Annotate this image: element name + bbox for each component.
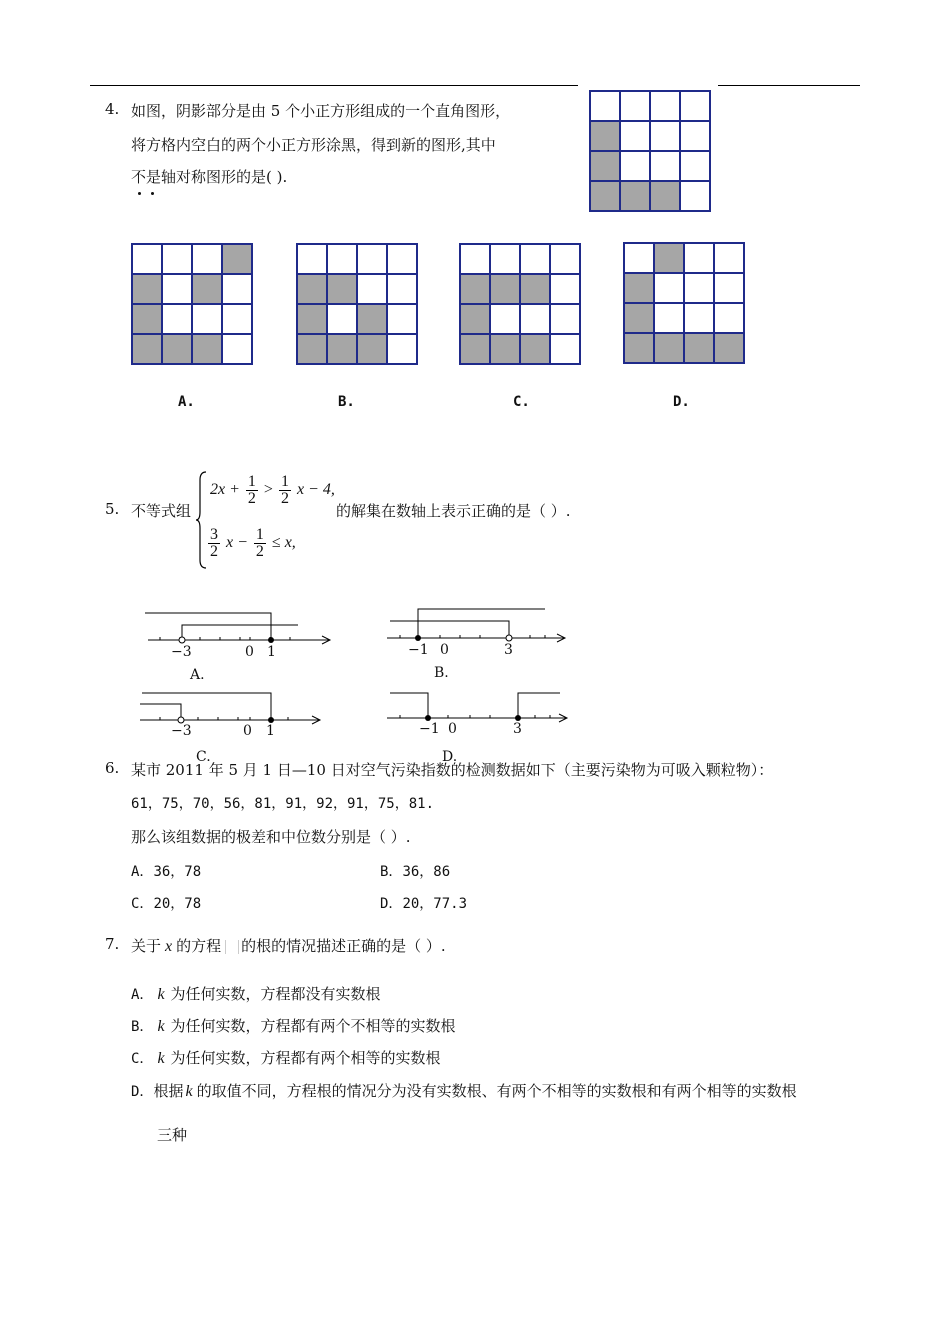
grid-cell-empty (222, 274, 252, 304)
grid-cell-shaded (162, 334, 192, 364)
q5-a-tick-3: 1 (267, 644, 276, 660)
q5-ineq1-b: x − 4, (296, 481, 335, 499)
q6-option-a: A．36，78 (131, 864, 202, 880)
grid-cell-shaded (460, 274, 490, 304)
q5-c-tick-3: 1 (266, 723, 275, 739)
grid-cell-shaded (357, 334, 387, 364)
q5-ineq1-frac2: $\frac{1}{2}$ (280, 473, 289, 507)
q6-line-1: 某市 2011 年 5 月 1 日—10 日对空气污染指数的检测数据如下（主要污染物为可吸入颗粒物）： (131, 761, 774, 779)
grid-cell-empty (192, 304, 222, 334)
grid-cell-empty (132, 244, 162, 274)
q4-main-grid (589, 90, 711, 212)
grid-cell-shaded (590, 121, 620, 151)
grid-cell-shaded (357, 304, 387, 334)
grid-cell-shaded (520, 334, 550, 364)
grid-cell-empty (357, 274, 387, 304)
grid-cell-empty (327, 244, 357, 274)
q7-option-d: D．根据 k 的取值不同，方程根的情况分为没有实数根、有两个不相等的实数根和有两个相等的实数根 (131, 1082, 797, 1100)
q4-option-c-label: C. (513, 394, 530, 410)
q5-c-tick-2: 0 (243, 723, 252, 739)
q7-number: 7. (105, 935, 120, 953)
grid-cell-empty (357, 244, 387, 274)
equation-placeholder (225, 940, 239, 954)
q4-option-d-grid (623, 242, 745, 364)
grid-cell-empty (550, 274, 580, 304)
q5-number-line-a (140, 605, 340, 665)
emphasis-dot (151, 192, 154, 195)
q5-number-line-c (138, 688, 328, 738)
grid-cell-empty (650, 91, 680, 121)
q5-ineq1-a: 2x + (210, 481, 240, 499)
q6-data-line: 61，75，70，56，81，91，92，91，75，81. (131, 796, 435, 812)
header-rule-left (90, 85, 578, 86)
q5-ineq2-frac2: $\frac{1}{2}$ (255, 526, 264, 560)
grid-cell-shaded (624, 333, 654, 363)
q5-inequality-1 (210, 474, 335, 507)
grid-cell-shaded (327, 334, 357, 364)
q5-inequality-2 (206, 527, 296, 560)
grid-cell-empty (654, 303, 684, 333)
grid-cell-shaded (297, 304, 327, 334)
grid-cell-empty (297, 244, 327, 274)
grid-cell-empty (714, 273, 744, 303)
q5-ineq1-frac1: $\frac{1}{2}$ (247, 473, 256, 507)
q5-d-tick-3: 3 (513, 721, 522, 737)
q7-var-x: x (165, 938, 173, 955)
q4-line-3: 不是轴对称图形的是( ). (131, 168, 288, 186)
grid-cell-shaded (624, 273, 654, 303)
q5-prefix: 不等式组 (131, 502, 192, 520)
grid-cell-shaded (192, 274, 222, 304)
q7-option-a: A． k 为任何实数，方程都没有实数根 (131, 985, 381, 1003)
grid-cell-shaded (650, 181, 680, 211)
q6-option-c: C．20，78 (131, 896, 202, 912)
grid-cell-empty (650, 151, 680, 181)
grid-cell-shaded (684, 333, 714, 363)
q6-question: 那么该组数据的极差和中位数分别是（ ）. (131, 828, 411, 846)
q5-d-tick-1: −1 (419, 721, 440, 737)
grid-cell-empty (327, 304, 357, 334)
grid-cell-empty (620, 121, 650, 151)
grid-cell-empty (590, 91, 620, 121)
grid-cell-empty (387, 274, 417, 304)
grid-cell-empty (192, 244, 222, 274)
q5-b-tick-1: −1 (408, 642, 429, 658)
grid-cell-empty (714, 243, 744, 273)
grid-cell-shaded (297, 274, 327, 304)
grid-cell-empty (550, 244, 580, 274)
q5-number-line-d (385, 688, 575, 738)
grid-cell-empty (222, 304, 252, 334)
q4-option-b-grid (296, 243, 418, 365)
q5-d-tick-2: 0 (448, 721, 457, 737)
q5-c-tick-1: −3 (171, 723, 192, 739)
grid-cell-empty (162, 244, 192, 274)
grid-cell-shaded (490, 334, 520, 364)
grid-cell-shaded (490, 274, 520, 304)
q7-stem: 关于 x 的方程 的根的情况描述正确的是（ ）. (131, 937, 446, 955)
grid-cell-empty (620, 151, 650, 181)
q5-a-label: A. (190, 667, 205, 683)
q5-number: 5. (105, 500, 120, 518)
grid-cell-empty (387, 304, 417, 334)
q4-line-1: 如图，阴影部分是由 5 个小正方形组成的一个直角图形， (131, 102, 511, 120)
grid-cell-shaded (590, 181, 620, 211)
grid-cell-shaded (132, 334, 162, 364)
header-rule-right (718, 85, 860, 86)
q5-b-tick-3: 3 (504, 642, 513, 658)
grid-cell-shaded (222, 244, 252, 274)
grid-cell-shaded (132, 304, 162, 334)
grid-cell-empty (520, 244, 550, 274)
q7-option-d-continued: 三种 (157, 1126, 188, 1144)
grid-cell-shaded (714, 333, 744, 363)
q5-c-label: C. (196, 749, 211, 765)
grid-cell-empty (684, 243, 714, 273)
grid-cell-shaded (654, 333, 684, 363)
grid-cell-empty (714, 303, 744, 333)
grid-cell-shaded (132, 274, 162, 304)
q4-number: 4. (105, 100, 120, 118)
grid-cell-empty (490, 244, 520, 274)
q6-number: 6. (105, 759, 120, 777)
grid-cell-empty (387, 244, 417, 274)
grid-cell-empty (680, 121, 710, 151)
q4-line-2: 将方格内空白的两个小正方形涂黑，得到新的图形,其中 (131, 136, 496, 154)
q7-option-c: C． k 为任何实数，方程都有两个相等的实数根 (131, 1049, 441, 1067)
q5-suffix: 的解集在数轴上表示正确的是（ ）. (336, 502, 571, 520)
grid-cell-empty (162, 304, 192, 334)
grid-cell-empty (387, 334, 417, 364)
grid-cell-empty (550, 304, 580, 334)
q5-ineq1-op: > (263, 481, 273, 499)
q5-b-label: B. (434, 665, 449, 681)
grid-cell-empty (550, 334, 580, 364)
q6-option-b: B．36，86 (380, 864, 451, 880)
q5-ineq2-b: ≤ x, (271, 534, 296, 552)
grid-cell-empty (650, 121, 680, 151)
grid-cell-empty (624, 243, 654, 273)
grid-cell-shaded (520, 274, 550, 304)
q5-a-tick-1: −3 (171, 644, 192, 660)
grid-cell-shaded (460, 304, 490, 334)
grid-cell-shaded (620, 181, 650, 211)
grid-cell-empty (680, 181, 710, 211)
q6-option-d: D．20，77.3 (380, 896, 468, 912)
q4-option-a-label: A. (178, 394, 195, 410)
grid-cell-empty (490, 304, 520, 334)
q4-option-a-grid (131, 243, 253, 365)
emphasis-dot (138, 192, 141, 195)
grid-cell-shaded (297, 334, 327, 364)
grid-cell-empty (680, 151, 710, 181)
q5-ineq2-frac1: $\frac{3}{2}$ (210, 526, 218, 560)
grid-cell-empty (680, 91, 710, 121)
q5-ineq2-a: x − (226, 534, 248, 552)
q5-d-label: D. (442, 749, 458, 765)
grid-cell-shaded (590, 151, 620, 181)
grid-cell-shaded (192, 334, 222, 364)
grid-cell-shaded (624, 303, 654, 333)
q4-option-d-label: D. (673, 394, 690, 410)
grid-cell-empty (520, 304, 550, 334)
grid-cell-empty (222, 334, 252, 364)
grid-cell-shaded (327, 274, 357, 304)
q5-b-tick-2: 0 (440, 642, 449, 658)
grid-cell-empty (684, 273, 714, 303)
q7-option-b: B． k 为任何实数，方程都有两个不相等的实数根 (131, 1017, 456, 1035)
q4-option-c-grid (459, 243, 581, 365)
grid-cell-empty (460, 244, 490, 274)
grid-cell-empty (684, 303, 714, 333)
q5-a-tick-2: 0 (245, 644, 254, 660)
grid-cell-shaded (654, 243, 684, 273)
q4-option-b-label: B. (338, 394, 355, 410)
grid-cell-empty (620, 91, 650, 121)
grid-cell-empty (654, 273, 684, 303)
grid-cell-shaded (460, 334, 490, 364)
grid-cell-empty (162, 274, 192, 304)
